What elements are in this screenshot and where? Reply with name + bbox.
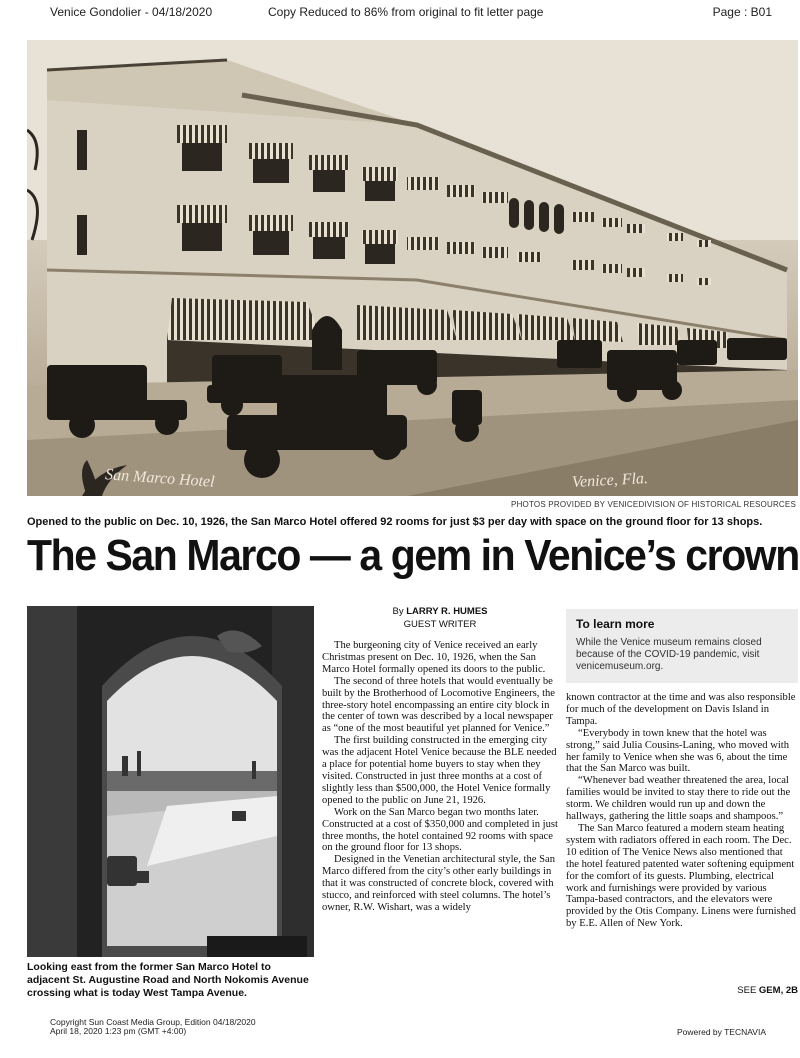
copy-reduction-note: Copy Reduced to 86% from original to fit letter page (268, 5, 544, 19)
footer-copyright-block (50, 1018, 256, 1036)
byline (322, 606, 558, 630)
arch-view-photo (27, 606, 314, 957)
article-column-1 (322, 640, 558, 914)
learn-more-body: While the Venice museum remains closed because of the COVID-19 pandemic, visit venicemuseum.org. (576, 637, 762, 672)
byline-prefix: By (392, 606, 407, 617)
jump-line[interactable] (737, 985, 798, 996)
page-number: Page : B01 (712, 5, 772, 19)
learn-more-box (566, 609, 798, 683)
photo-inscription-right: Venice, Fla. (571, 470, 649, 491)
article-column-2 (566, 692, 798, 930)
main-photo-cutline: Opened to the public on Dec. 10, 1926, the San Marco Hotel offered 92 rooms for just $3 per day with space on the ground floor for 13 shops. (27, 516, 763, 528)
article-paragraph: The San Marco featured a modern steam heating system with radiators offered in each room. The Dec. 10 edition of The Venice News also mentioned that the hotel featured patented water softening equipment for the comfort of its guests. Plumbing, electrical work and furnishings were provided by various Tampa-based contractors, and the elevators were provided by the Otis Company. Linens were furnished by E.E. Allen of New York. (566, 822, 796, 930)
photo-credit: PHOTOS PROVIDED BY VENICEDIVISION OF HISTORICAL RESOURCES (511, 500, 796, 509)
learn-more-title: To learn more (576, 617, 655, 631)
hotel-illustration (27, 40, 798, 496)
footer-timestamp: April 18, 2020 1:23 pm (GMT +4:00) (50, 1026, 187, 1036)
jump-target: GEM (758, 985, 781, 996)
footer-powered-by: Powered by TECNAVIA (677, 1027, 766, 1037)
article-paragraph: known contractor at the time and was also responsible for much of the development on Davis Island in Tampa. (566, 692, 796, 727)
article-paragraph: The first building constructed in the emerging city was the adjacent Hotel Venice because the BLE needed a place for potential home buyers to stay when they visited. Constructed in just three months at a cost of slightly less than $500,000, the Hotel Venice formally opened to the public on June 21, 1926. (322, 735, 557, 806)
article-paragraph: The second of three hotels that would eventually be built by the Brotherhood of Locomotive Engineers, the three-story hotel encompassing an entire city block in the center of town was described by a local newspaper as “one of the most beautiful yet planned for Venice.” (322, 675, 556, 735)
page-headline: The San Marco — a gem in Venice’s crown (27, 531, 799, 580)
arch-view-illustration (27, 606, 314, 957)
article-paragraph: “Everybody in town knew that the hotel was strong,” said Julia Cousins-Laning, who moved with her family to Venice when she was 6, about the time that the San Marco was built. (566, 727, 790, 775)
edition-label: Venice Gondolier - 04/18/2020 (50, 5, 213, 19)
article-paragraph: “Whenever bad weather threatened the area, local families would be invited to stay there to ride out the storm. We children would run up and down the hallways, gathering the little soaps and shampoos.” (566, 775, 791, 823)
jump-see: SEE (737, 985, 759, 996)
main-photo-san-marco-hotel (27, 40, 798, 496)
jump-page: , 2B (780, 985, 798, 996)
article-paragraph: Work on the San Marco began two months later. Constructed at a cost of $350,000 and completed in just three months, the hotel contained 92 rooms with space on the ground floor for 13 shops. (322, 806, 558, 854)
photo-inscription-left: San Marco Hotel (104, 466, 216, 491)
article-paragraph: The burgeoning city of Venice received an early Christmas present on Dec. 10, 1926, when the San Marco Hotel formally opened its doors to the public. (322, 640, 546, 675)
page-header-bar (0, 0, 800, 22)
article-paragraph: Designed in the Venetian architectural style, the San Marco differed from the city’s other early buildings in that it was constructed of concrete block, covered with stucco, and reinforced with steel columns. The hotel’s owner, R.W. Wishart, was a widely (322, 854, 556, 913)
footer-copyright: Copyright Sun Coast Media Group, Edition 04/18/2020 (50, 1017, 256, 1027)
author-role: GUEST WRITER (403, 619, 477, 630)
arch-photo-cutline: Looking east from the former San Marco Hotel to adjacent St. Augustine Road and North Nokomis Avenue crossing what is today West Tampa Avenue. (27, 961, 309, 999)
author-name: LARRY R. HUMES (406, 606, 488, 617)
